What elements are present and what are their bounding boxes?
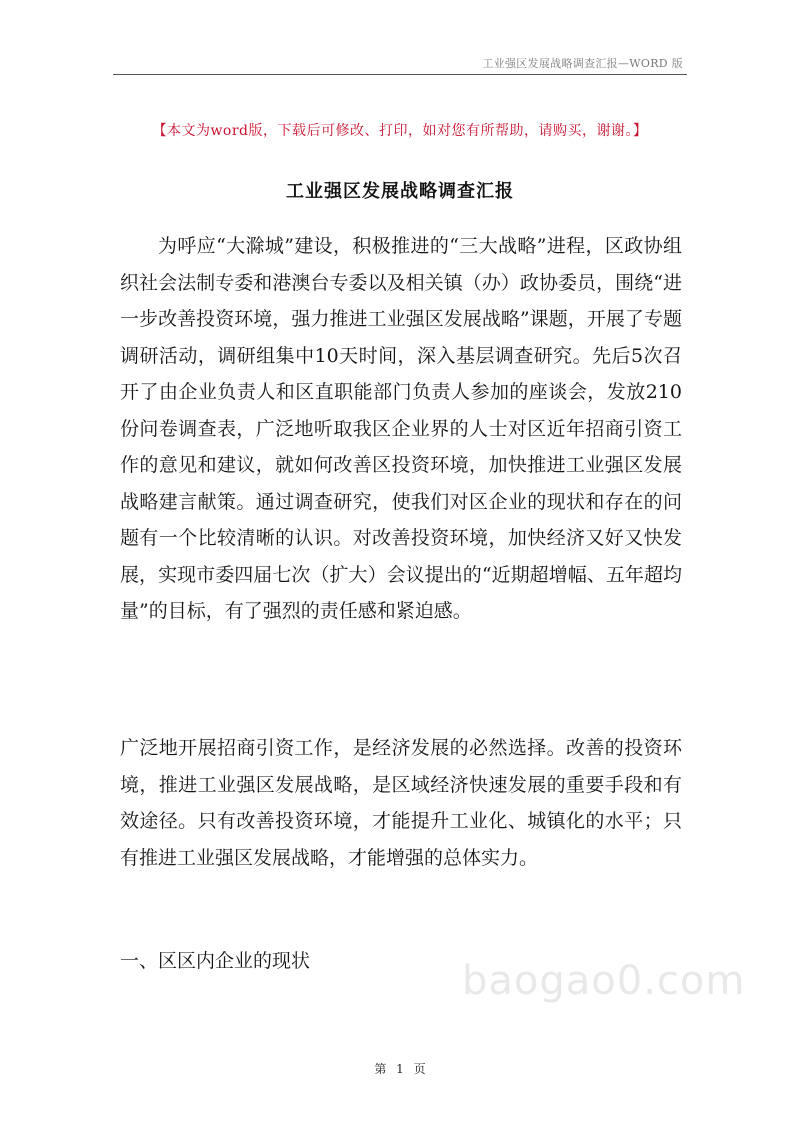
header-divider — [113, 74, 687, 75]
page-footer — [0, 1060, 800, 1077]
body-paragraph: 为呼应“大滁城”建设，积极推进的“三大战略”进程，区政协组织社会法制专委和港澳台专委以及相关镇（办）政协委员，围绕“进一步改善投资环境，强力推进工业强区发展战略”课题，开展了专题调研活动，调研组集中10天时间，深入基层调查研究。先后5次召开了由企业负责人和区直职能部门负责人参加的座谈会，发放210份问卷调查表，广泛地听取我区企业界的人士对区近年招商引资工作的意见和建议，就如何改善区投资环境，加快推进工业强区发展战略建言献策。通过调查研究，使我们对区企业的现状和存在的问题有一个比较清晰的认识。对改善投资环境，加快经济又好又快发展，实现市委四届七次（扩大）会议提出的“近期超增幅、五年超均量”的目标，有了强烈的责任感和紧迫感。 — [120, 235, 682, 622]
section-heading: 一、区区内企业的现状 — [120, 950, 311, 972]
footer-suffix: 页 — [413, 1062, 426, 1076]
footer-page-number: 1 — [396, 1062, 404, 1076]
page-header-text: 工业强区发展战略调查汇报—WORD 版 — [482, 57, 683, 70]
body-paragraph: 广泛地开展招商引资工作，是经济发展的必然选择。改善的投资环境，推进工业强区发展战略，是区域经济快速发展的重要手段和有效途径。只有改善投资环境，才能提升工业化、城镇化的水平；只有推进工业强区发展战略，才能增强的总体实力。 — [120, 737, 682, 869]
watermark-text: baogao0.com — [462, 958, 746, 1004]
document-title: 工业强区发展战略调查汇报 — [286, 181, 514, 202]
purchase-notice: 【本文为word版，下载后可修改、打印，如对您有所帮助，请购买，谢谢。】 — [152, 123, 648, 139]
footer-prefix: 第 — [374, 1062, 387, 1076]
